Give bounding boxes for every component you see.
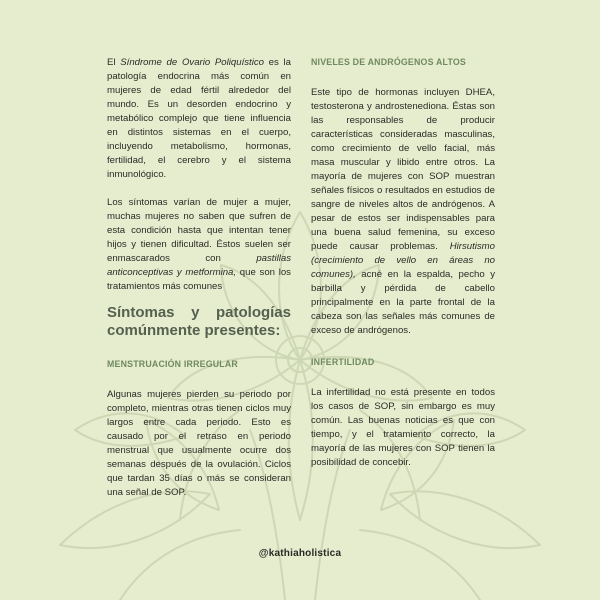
infertility-title: INFERTILIDAD — [311, 357, 375, 367]
symptoms-paragraph: Los síntomas varían de mujer a mujer, muchas mujeres no saben que sufren de esta condición hasta que intentan tener hijos y tienen dificultad. Éstos suelen ser enmascarados con pastillas anticonceptivas y metformina, que son los tratamientos más comunes — [107, 197, 291, 292]
left-column — [107, 56, 291, 500]
infertility-text: La infertilidad no está presente en todos los casos de SOP, sin embargo es muy común. Las buenas noticias es que con tiempo, y el tratamiento correcto, la mayoría de las mujeres con SOP tienen la posibilidad de concebir. — [311, 387, 495, 468]
footer-handle: @kathiaholistica — [258, 548, 342, 559]
right-column — [311, 56, 495, 470]
intro-paragraph: El Síndrome de Ovario Poliquístico es la patología endocrina más común en mujeres de edad fértil alrededor del mundo. Es un desorden endocrino y metabólico complejo que tiene influencia en distintos sistemas en el cuerpo, incluyendo metabolismo, hormonas, fertilidad, el cerebro y el sistema inmunológico. — [107, 57, 291, 180]
irregular-menstruation-title: MENSTRUACIÓN IRREGULAR — [107, 359, 238, 369]
high-androgens-title: NIVELES DE ANDRÓGENOS ALTOS — [311, 57, 466, 67]
symptoms-heading: Síntomas y patologías comúnmente presentes: — [107, 304, 291, 339]
irregular-menstruation-text: Algunas mujeres pierden su periodo por completo, mientras otras tienen ciclos muy largos entre cada periodo. Esto es causado por el retraso en periodo menstrual que usualmente ocurre dos semanas después de la ovulación. Ciclos que tardan 35 días o más se consideran una señal de SOP. — [107, 389, 291, 498]
high-androgens-text: Este tipo de hormonas incluyen DHEA, testosterona y androstenediona. Éstas son las responsables de producir características consideradas masculinas, como crecimiento de vello facial, más masa muscular y libido entre otros. La mayoría de mujeres con SOP muestran señales físicos o resultados en estudios de sangre de niveles altos de andrógenos. A pesar de estos ser indispensables para una buena salud femenina, su exceso puede causar problemas. Hirsutismo (crecimiento de vello en áreas no comunes), acné en la espalda, pecho y barbilla y pérdida de cabello principalmente en la parte frontal de la cabeza son las señales más comunes de exceso de andrógenos. — [311, 87, 495, 336]
